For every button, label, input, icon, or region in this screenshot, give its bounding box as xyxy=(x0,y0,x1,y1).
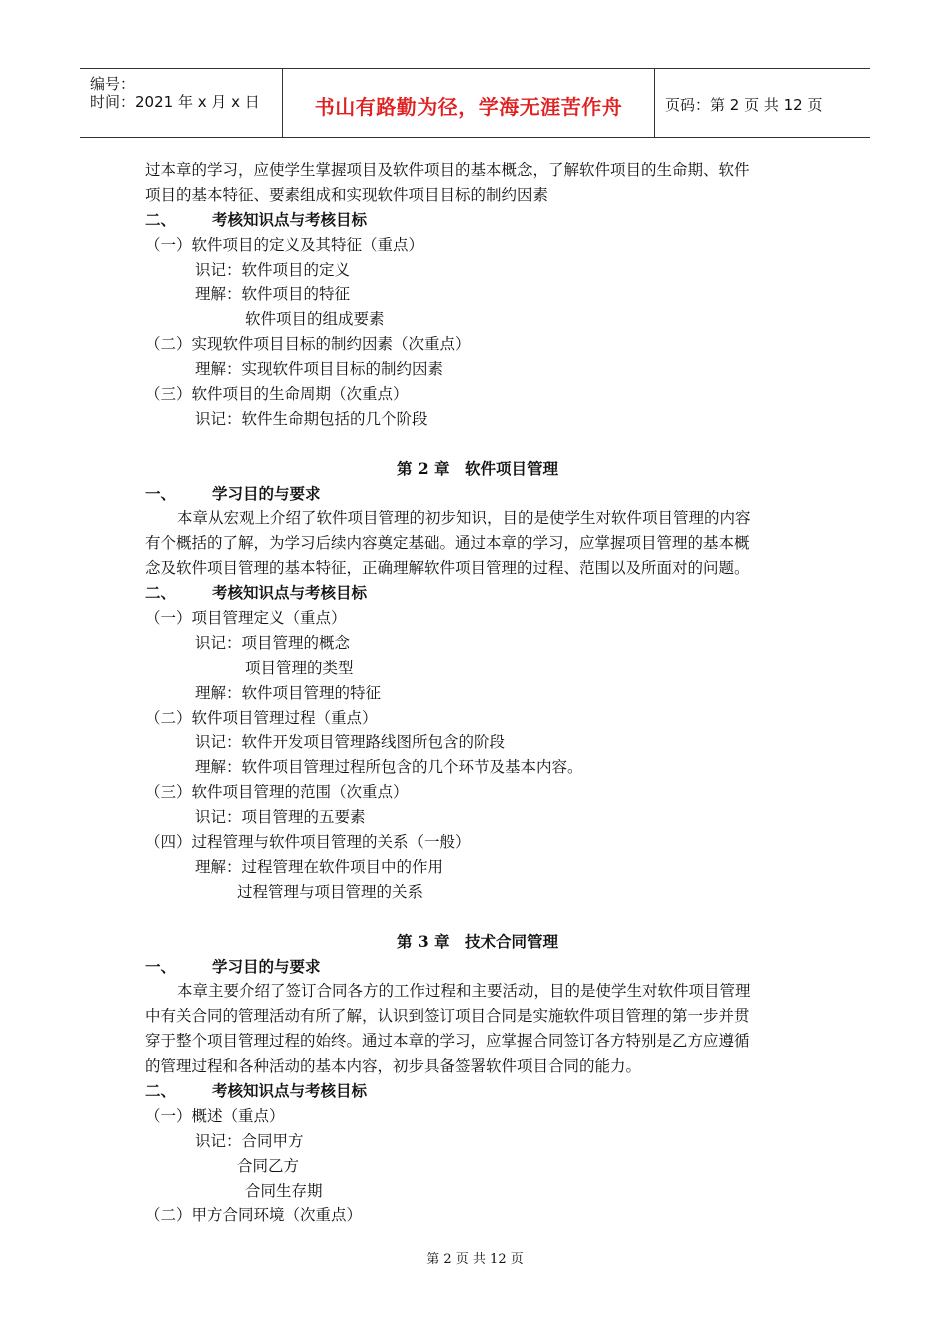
text-line: 合同生存期 xyxy=(245,1181,323,1200)
document-body xyxy=(145,158,810,1228)
text-line: 识记：合同甲方 xyxy=(195,1131,304,1150)
text-line: 项目的基本特征、要素组成和实现软件项目目标的制约因素 xyxy=(145,185,549,204)
section-title: 学习目的与要求 xyxy=(212,956,321,976)
text-line: 理解：实现软件项目目标的制约因素 xyxy=(195,360,444,379)
section-heading xyxy=(145,208,810,233)
header-page-cell xyxy=(655,69,870,137)
text-line: 识记：软件生命期包括的几个阶段 xyxy=(195,409,428,428)
section-title: 考核知识点与考核目标 xyxy=(212,209,368,229)
section-title: 学习目的与要求 xyxy=(212,483,321,503)
section-title: 考核知识点与考核目标 xyxy=(212,583,368,603)
text-line: 的管理过程和各种活动的基本内容，初步具备签署软件项目合同的能力。 xyxy=(145,1057,642,1076)
section-title: 考核知识点与考核目标 xyxy=(212,1080,368,1100)
text-line: （三）软件项目管理的范围（次重点） xyxy=(145,783,409,802)
text-line: （一）软件项目的定义及其特征（重点） xyxy=(145,235,425,254)
header-page-info: 页码：第 2 页 共 12 页 xyxy=(665,96,823,114)
text-line: 有个概括的了解，为学习后续内容奠定基础。通过本章的学习，应掌握项目管理的基本概 xyxy=(145,534,750,553)
header-motto-cell xyxy=(283,69,655,137)
section-number: 一、 xyxy=(145,483,177,503)
text-line: 识记：软件项目的定义 xyxy=(195,260,351,279)
document-date-label: 时间：2021 年 x 月 x 日 xyxy=(90,93,260,111)
text-line: 过本章的学习，应使学生掌握项目及软件项目的基本概念，了解软件项目的生命期、软件 xyxy=(145,161,750,179)
text-line: 理解：软件项目管理过程所包含的几个环节及基本内容。 xyxy=(195,758,583,777)
page-footer: 第 2 页 共 12 页 xyxy=(426,1252,524,1267)
section-number: 一、 xyxy=(145,956,177,976)
text-line: 合同乙方 xyxy=(237,1156,300,1175)
text-line: 本章从宏观上介绍了软件项目管理的初步知识，目的是使学生对软件项目管理的内容 xyxy=(177,509,751,528)
text-line: 中有关合同的管理活动有所了解，认识到签订项目合同是实施软件项目管理的第一步并贯 xyxy=(145,1007,750,1026)
blank-line xyxy=(145,905,810,930)
text-line: （二）甲方合同环境（次重点） xyxy=(145,1206,363,1225)
text-line: （二）软件项目管理过程（重点） xyxy=(145,708,378,727)
section-number: 二、 xyxy=(145,583,177,603)
chapter-heading: 第 2 章 软件项目管理 xyxy=(396,458,559,478)
text-line: 项目管理的类型 xyxy=(245,658,354,677)
section-heading xyxy=(145,955,810,980)
text-line: 过程管理与项目管理的关系 xyxy=(237,882,424,901)
section-number: 二、 xyxy=(145,1080,177,1100)
chapter-heading: 第 3 章 技术合同管理 xyxy=(396,931,559,951)
text-line: 理解：软件项目管理的特征 xyxy=(195,683,382,702)
text-line: 理解：过程管理在软件项目中的作用 xyxy=(195,857,444,876)
text-line: （四）过程管理与软件项目管理的关系（一般） xyxy=(145,833,471,852)
header-meta-cell xyxy=(80,69,283,137)
text-line: （三）软件项目的生命周期（次重点） xyxy=(145,385,409,404)
document-number-label: 编号： xyxy=(90,75,136,93)
blank-line xyxy=(145,432,810,457)
text-line: 本章主要介绍了签订合同各方的工作过程和主要活动，目的是使学生对软件项目管理 xyxy=(177,982,751,1001)
page-header xyxy=(80,68,870,138)
text-line: 理解：软件项目的特征 xyxy=(195,285,351,304)
text-line: （一）概述（重点） xyxy=(145,1106,285,1125)
text-line: 念及软件项目管理的基本特征，正确理解软件项目管理的过程、范围以及所面对的问题。 xyxy=(145,559,750,578)
text-line: （二）实现软件项目目标的制约因素（次重点） xyxy=(145,335,471,354)
text-line: 识记：项目管理的五要素 xyxy=(195,808,366,827)
section-heading xyxy=(145,581,810,606)
section-heading xyxy=(145,482,810,507)
header-motto: 书山有路勤为径，学海无涯苦作舟 xyxy=(314,95,623,119)
text-line: 识记：软件开发项目管理路线图所包含的阶段 xyxy=(195,733,506,752)
text-line: （一）项目管理定义（重点） xyxy=(145,609,347,628)
text-line: 穿于整个项目管理过程的始终。通过本章的学习，应掌握合同签订各方特别是乙方应遵循 xyxy=(145,1032,750,1051)
text-line: 识记：项目管理的概念 xyxy=(195,633,351,652)
section-heading xyxy=(145,1079,810,1104)
text-line: 软件项目的组成要素 xyxy=(245,310,385,329)
section-number: 二、 xyxy=(145,209,177,229)
